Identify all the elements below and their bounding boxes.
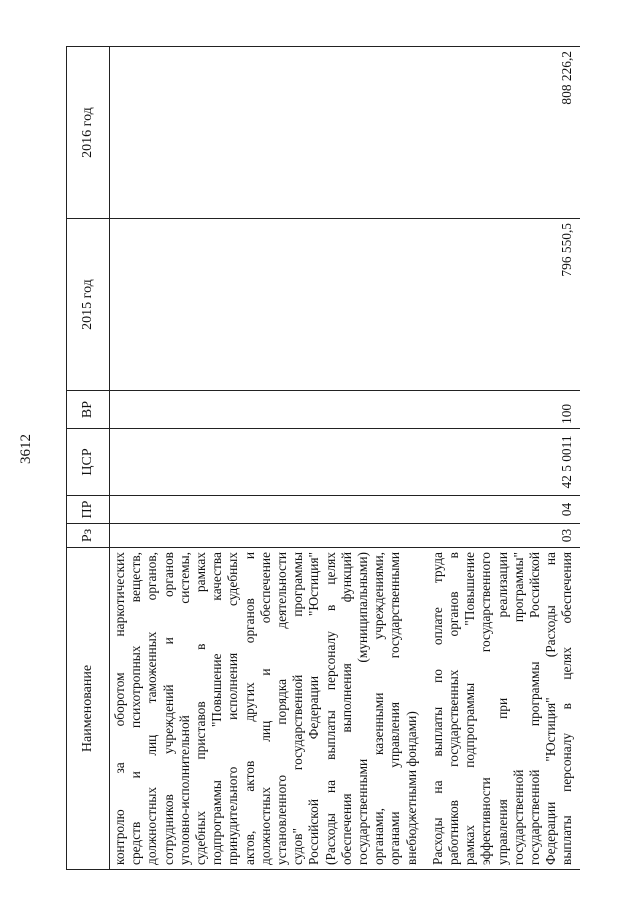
name-line: Расходы на выплаты по оплате труда [429, 552, 445, 865]
row1-2016 [110, 47, 420, 219]
name-line: судов" государственной программы [290, 552, 306, 865]
name-line: должностных лиц и обеспечение [257, 552, 273, 865]
row2-rz: 03 [420, 524, 580, 548]
name-line: государственными (муниципальными) [355, 552, 371, 865]
row1-name-cell [110, 548, 420, 870]
name-line: установленного порядка деятельности [274, 552, 290, 865]
name-line: органами управления государственными [387, 552, 403, 865]
table-row [420, 47, 580, 870]
name-line: сотрудников учреждений и органов [160, 552, 176, 865]
page-number: 3612 [18, 434, 34, 464]
row2-pr: 04 [420, 496, 580, 524]
row1-vr [110, 391, 420, 429]
name-line: Федерации "Юстиция" (Расходы на [543, 552, 559, 865]
row2-name-cell [420, 548, 580, 870]
row2-name-text [430, 552, 576, 865]
name-line: (Расходы на выплаты персоналу в целях [322, 552, 338, 865]
name-line: государственной программы Российской [527, 552, 543, 865]
header-2015: 2015 год [67, 219, 110, 391]
name-line: внебюджетными фондами) [403, 711, 419, 865]
row1-csr [110, 429, 420, 496]
row1-pr [110, 496, 420, 524]
name-line: средств и психотропных веществ, [128, 552, 144, 865]
budget-table [66, 46, 580, 870]
name-line: принудительного исполнения судебных [225, 552, 241, 865]
row2-2016: 808 226,2 [420, 47, 580, 219]
row1-name-text [112, 552, 420, 865]
table-row [110, 47, 420, 870]
header-name: Наименование [67, 548, 110, 870]
header-pr: ПР [67, 496, 110, 524]
header-csr: ЦСР [67, 429, 110, 496]
name-line: актов, актов других органов и [241, 552, 257, 865]
name-line: управления при реализации [494, 552, 510, 865]
name-line: контролю за оборотом наркотических [112, 552, 127, 865]
name-line: рамках подпрограммы "Повышение [462, 552, 478, 865]
row2-vr: 100 [420, 391, 580, 429]
name-line: Российской Федерации "Юстиция" [306, 552, 322, 865]
row2-csr: 42 5 0011 [420, 429, 580, 496]
name-line: эффективности государственного [478, 552, 494, 865]
name-line: уголовно-исполнительной системы, [176, 552, 192, 865]
name-line: работников государственных органов в [446, 552, 462, 865]
name-line: государственной программы" [510, 552, 526, 865]
header-2016: 2016 год [67, 47, 110, 219]
name-line: обеспечения выполнения функций [338, 552, 354, 865]
name-line: органами, казенными учреждениями, [371, 552, 387, 865]
row2-2015: 796 550,5 [420, 219, 580, 391]
name-line: подпрограммы "Повышение качества [209, 552, 225, 865]
row1-2015 [110, 219, 420, 391]
header-vr: ВР [67, 391, 110, 429]
table-header-row [67, 47, 110, 870]
row1-rz [110, 524, 420, 548]
name-line: выплаты персоналу в целях обеспечения [559, 552, 575, 865]
header-rz: Рз [67, 524, 110, 548]
name-line: должностных лиц таможенных органов, [144, 552, 160, 865]
name-line: судебных приставов в рамках [193, 552, 209, 865]
